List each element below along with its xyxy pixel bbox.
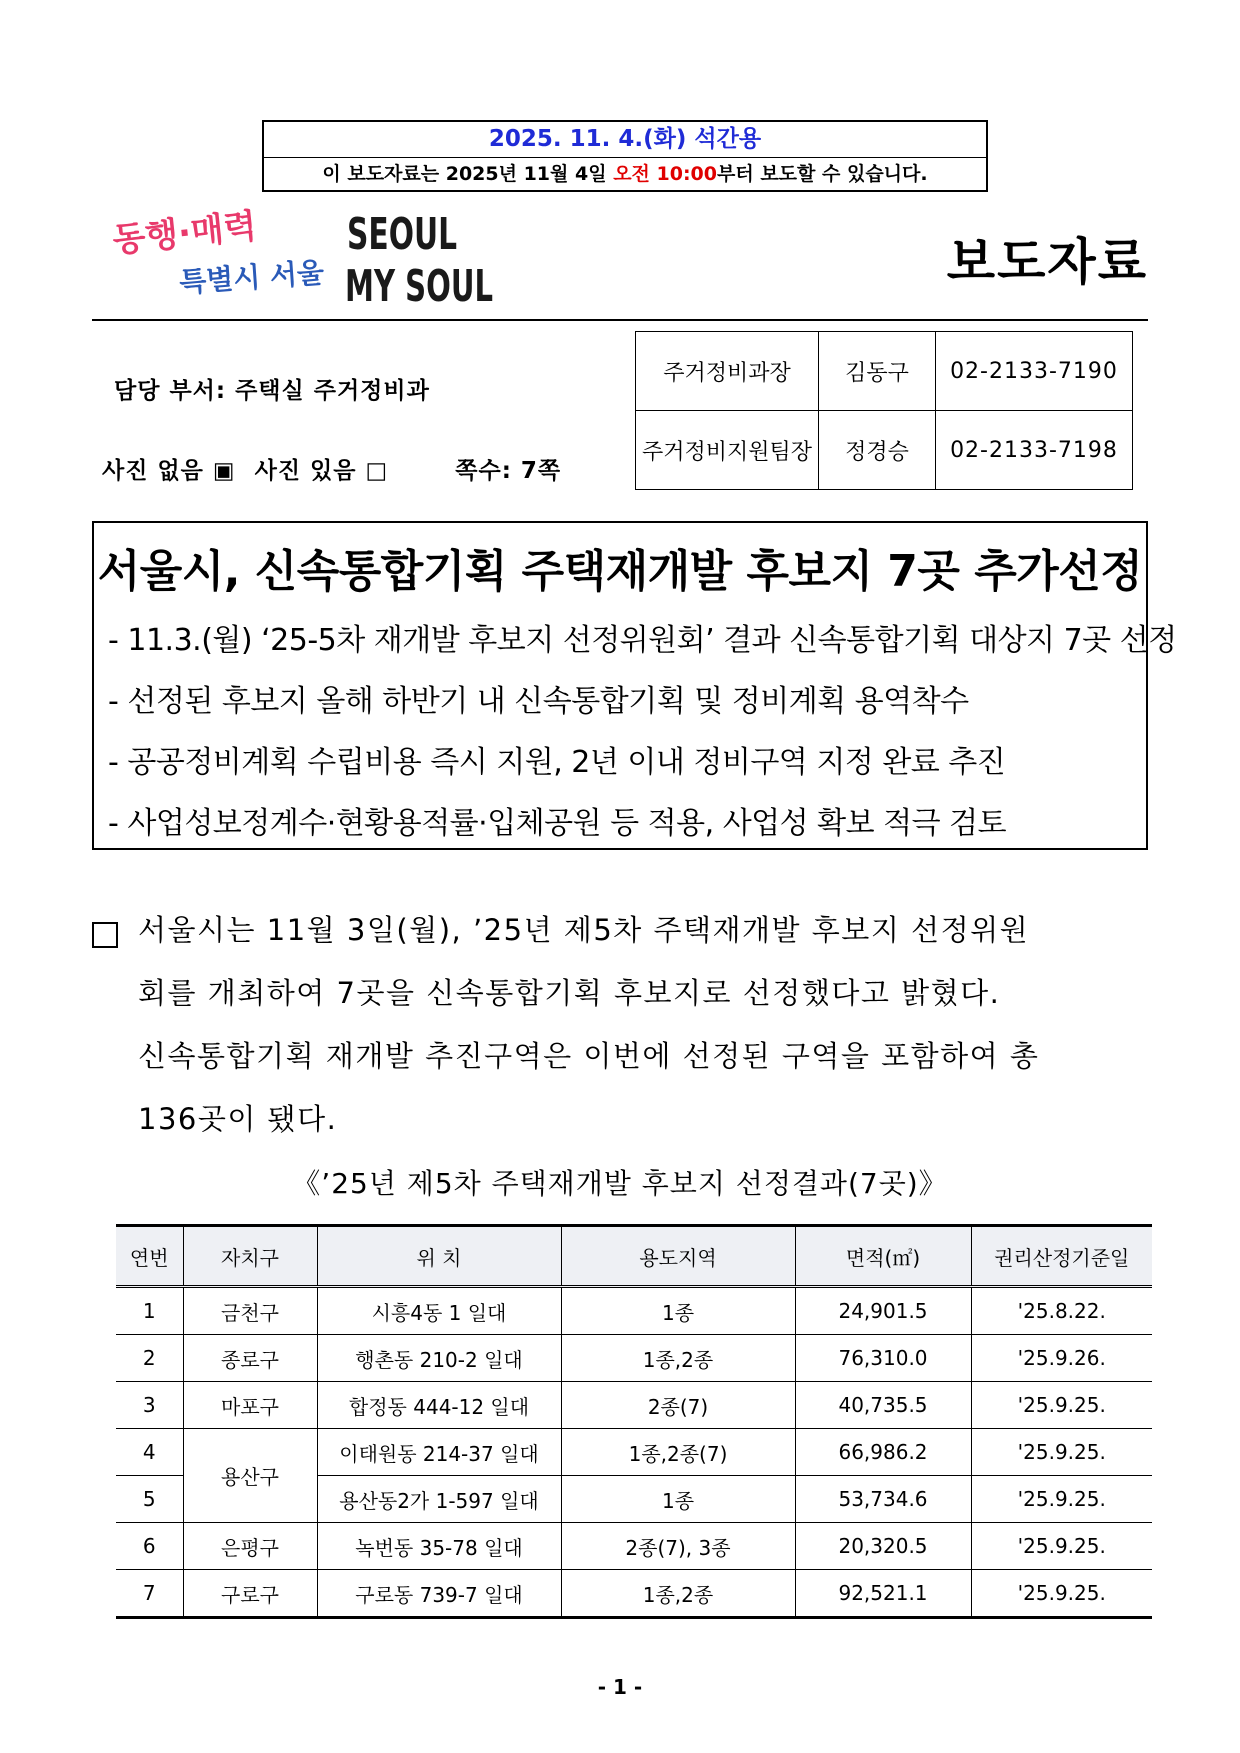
cell-district: 용산구 <box>183 1429 317 1523</box>
cell-area: 66,986.2 <box>795 1429 971 1476</box>
seoul-logo-line2: MY SOUL <box>345 261 493 312</box>
contact-name: 김동구 <box>819 332 936 411</box>
cell-zoning: 1종,2종 <box>561 1335 795 1382</box>
header-divider <box>92 319 1148 321</box>
cell-date: '25.9.25. <box>971 1523 1152 1570</box>
col-header: 용도지역 <box>561 1226 795 1287</box>
contact-title: 주거정비지원팀장 <box>636 411 819 490</box>
contact-name: 정경승 <box>819 411 936 490</box>
department: 담당 부서: 주택실 주거정비과 <box>114 378 430 404</box>
col-header: 자치구 <box>183 1226 317 1287</box>
embargo-notice <box>264 158 986 191</box>
embargo-date: 2025. 11. 4.(화) 석간용 <box>264 122 986 158</box>
no-photo-check: 사진 없음 ▣ <box>102 458 236 484</box>
table-row <box>116 1523 1152 1570</box>
contact-table <box>635 331 1133 490</box>
cell-area: 92,521.1 <box>795 1570 971 1618</box>
headline-bullet: - 공공정비계획 수립비용 즉시 지원, 2년 이내 정비구역 지정 완료 추진 <box>108 745 1006 780</box>
cell-area: 20,320.5 <box>795 1523 971 1570</box>
headline-box <box>92 521 1177 850</box>
cell-date: '25.9.25. <box>971 1476 1152 1523</box>
cell-location: 행촌동 210-2 일대 <box>317 1335 561 1382</box>
cell-zoning: 1종,2종 <box>561 1570 795 1618</box>
contact-row <box>636 332 1133 411</box>
cell-zoning: 1종,2종(7) <box>561 1429 795 1476</box>
slogan-line1: 동행·매력 <box>110 206 259 261</box>
cell-area: 53,734.6 <box>795 1476 971 1523</box>
photo-info <box>102 452 571 485</box>
cell-district: 은평구 <box>183 1523 317 1570</box>
contact-phone: 02-2133-7198 <box>936 411 1133 490</box>
body-line: 서울시는 11월 3일(월), ’25년 제5차 주택재개발 후보지 선정위원 <box>138 913 1030 947</box>
cell-location: 이태원동 214-37 일대 <box>317 1429 561 1476</box>
embargo-box <box>262 120 988 192</box>
embargo-notice-pre: 이 보도자료는 2025년 11월 4일 <box>322 163 614 185</box>
embargo-notice-post: 부터 보도할 수 있습니다. <box>717 163 928 185</box>
paragraph-checkbox-icon <box>92 922 118 948</box>
cell-date: '25.9.25. <box>971 1429 1152 1476</box>
cell-date: '25.8.22. <box>971 1287 1152 1335</box>
cell-no: 1 <box>116 1287 183 1335</box>
cell-no: 2 <box>116 1335 183 1382</box>
embargo-notice-time: 오전 10:00 <box>613 163 717 185</box>
table-header-row <box>116 1226 1152 1287</box>
table-row <box>116 1287 1152 1335</box>
cell-no: 6 <box>116 1523 183 1570</box>
col-header: 권리산정기준일 <box>971 1226 1152 1287</box>
cell-location: 구로동 739-7 일대 <box>317 1570 561 1618</box>
body-line: 136곳이 됐다. <box>138 1102 338 1136</box>
cell-district: 구로구 <box>183 1570 317 1618</box>
cell-zoning: 1종 <box>561 1476 795 1523</box>
cell-area: 76,310.0 <box>795 1335 971 1382</box>
cell-date: '25.9.25. <box>971 1570 1152 1618</box>
cell-location: 용산동2가 1-597 일대 <box>317 1476 561 1523</box>
table-row <box>116 1382 1152 1429</box>
seoul-logo-line1: SEOUL <box>347 209 457 260</box>
page-count: 쪽수: 7쪽 <box>455 458 562 484</box>
cell-zoning: 2종(7) <box>561 1382 795 1429</box>
has-photo-check: 사진 있음 □ <box>254 458 389 484</box>
body-line: 회를 개최하여 7곳을 신속통합기획 후보지로 선정했다고 밝혔다. <box>138 976 1001 1010</box>
cell-zoning: 1종 <box>561 1287 795 1335</box>
contact-title: 주거정비과장 <box>636 332 819 411</box>
body-line: 신속통합기획 재개발 추진구역은 이번에 선정된 구역을 포함하여 총 <box>138 1039 1040 1073</box>
cell-no: 5 <box>116 1476 183 1523</box>
seoul-my-soul-logo <box>343 205 503 312</box>
cell-location: 녹번동 35-78 일대 <box>317 1523 561 1570</box>
headline-title: 서울시, 신속통합기획 주택재개발 후보지 7곳 추가선정 <box>97 546 1143 597</box>
cell-no: 4 <box>116 1429 183 1476</box>
results-table <box>116 1224 1152 1619</box>
table-row <box>116 1335 1152 1382</box>
cell-area: 40,735.5 <box>795 1382 971 1429</box>
col-header: 위 치 <box>317 1226 561 1287</box>
cell-location: 합정동 444-12 일대 <box>317 1382 561 1429</box>
col-header: 연번 <box>116 1226 183 1287</box>
slogan-line2: 특별시 서울 <box>178 255 326 299</box>
table-row <box>116 1429 1152 1476</box>
contact-row <box>636 411 1133 490</box>
contact-phone: 02-2133-7190 <box>936 332 1133 411</box>
seoul-slogan-logo <box>110 206 326 310</box>
cell-date: '25.9.26. <box>971 1335 1152 1382</box>
page-number: - 1 - <box>597 1675 643 1699</box>
col-header: 면적(㎡) <box>795 1226 971 1287</box>
cell-zoning: 2종(7), 3종 <box>561 1523 795 1570</box>
table-title: 《’25년 제5차 주택재개발 후보지 선정결과(7곳)》 <box>292 1167 948 1200</box>
cell-location: 시흥4동 1 일대 <box>317 1287 561 1335</box>
table-row <box>116 1570 1152 1618</box>
press-release-title: 보도자료 <box>946 233 1148 291</box>
cell-district: 마포구 <box>183 1382 317 1429</box>
cell-district: 금천구 <box>183 1287 317 1335</box>
cell-no: 7 <box>116 1570 183 1618</box>
headline-bullet: - 사업성보정계수·현황용적률·입체공원 등 적용, 사업성 확보 적극 검토 <box>108 806 1007 841</box>
cell-date: '25.9.25. <box>971 1382 1152 1429</box>
cell-district: 종로구 <box>183 1335 317 1382</box>
headline-bullet: - 11.3.(월) ‘25-5차 재개발 후보지 선정위원회’ 결과 신속통합기획 대상지 7곳 선정 <box>108 623 1177 658</box>
headline-bullets <box>108 619 1177 863</box>
cell-no: 3 <box>116 1382 183 1429</box>
headline-bullet: - 선정된 후보지 올해 하반기 내 신속통합기획 및 정비계획 용역착수 <box>108 684 969 719</box>
cell-area: 24,901.5 <box>795 1287 971 1335</box>
